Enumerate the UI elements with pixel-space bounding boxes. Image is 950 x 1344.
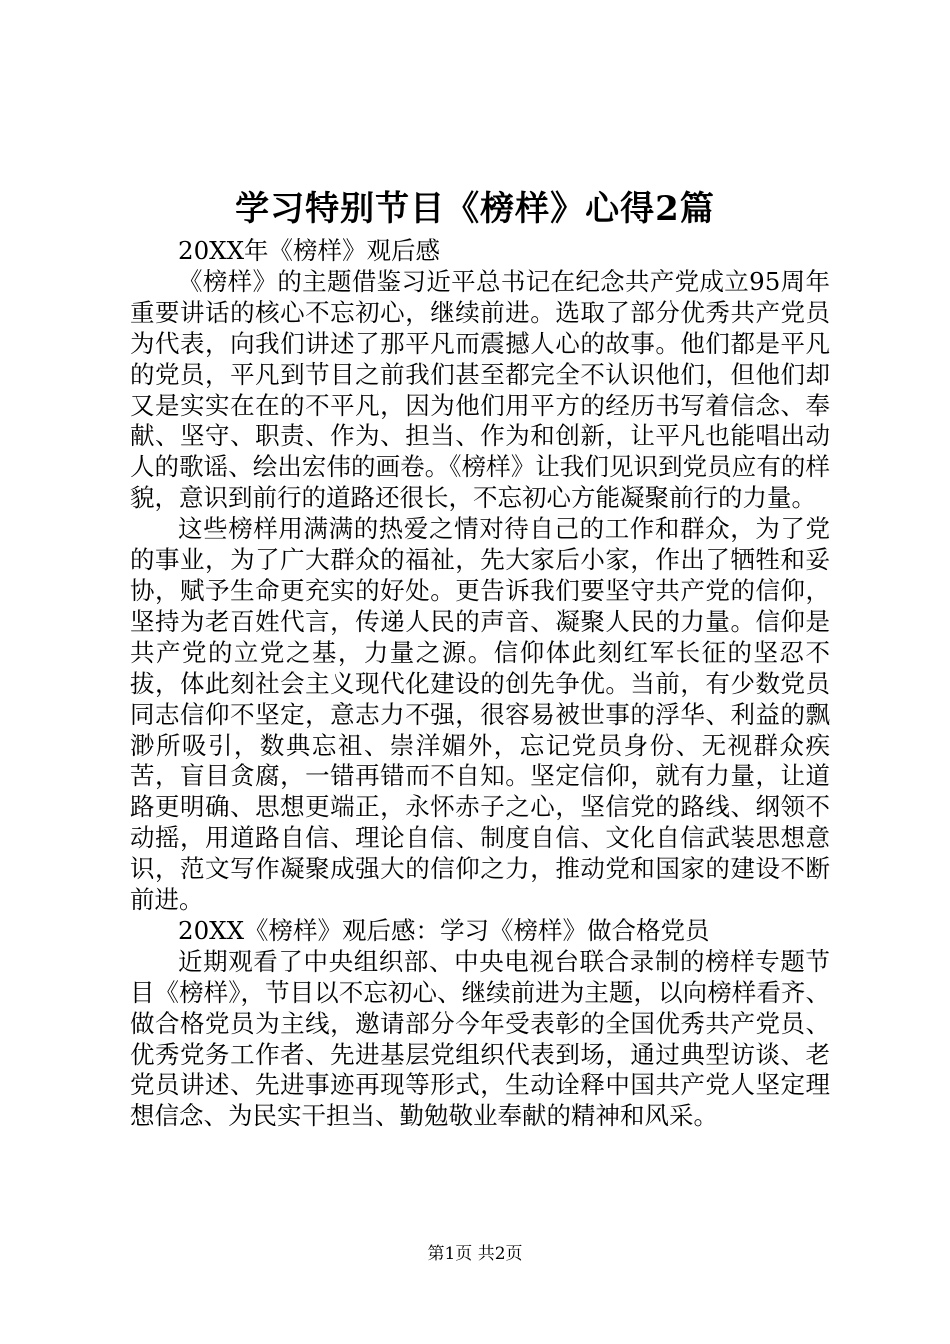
- body-paragraph: 近期观看了中央组织部、中央电视台联合录制的榜样专题节目《榜样》，节目以不忘初心、继续前进为主题，以向榜样看齐、做合格党员为主线，邀请部分今年受表彰的全国优秀共产党员、优秀党务工作者、先进基层党组织代表到场，通过典型访谈、老党员讲述、先进事迹再现等形式，生动诠释中国共产党人坚定理想信念、为民实干担当、勤勉敬业奉献的精神和风采。: [130, 946, 830, 1131]
- section-heading: 20XX年《榜样》观后感: [178, 236, 441, 265]
- body-paragraph: 这些榜样用满满的热爱之情对待自己的工作和群众，为了党的事业，为了广大群众的福祉，先大家后小家，作出了牺牲和妥协，赋予生命更充实的好处。更告诉我们要坚守共产党的信仰，坚持为老百姓代言，传递人民的声音、凝聚人民的力量。信仰是共产党的立党之基，力量之源。信仰体此刻红军长征的坚忍不拔，体此刻社会主义现代化建设的创先争优。当前，有少数党员同志信仰不坚定，意志力不强，很容易被世事的浮华、利益的飘渺所吸引，数典忘祖、崇洋媚外，忘记党员身份、无视群众疾苦，盲目贪腐，一错再错而不自知。坚定信仰，就有力量，让道路更明确、思想更端正，永怀赤子之心，坚信党的路线、纲领不动摇，用道路自信、理论自信、制度自信、文化自信武装思想意识，范文写作凝聚成强大的信仰之力，推动党和国家的建设不断前进。: [130, 514, 830, 915]
- page-number-footer: 第1页 共2页: [427, 1244, 523, 1264]
- document-title: 学习特别节目《榜样》心得2篇: [235, 189, 715, 229]
- body-paragraph: 《榜样》的主题借鉴习近平总书记在纪念共产党成立95周年重要讲话的核心不忘初心，继续前进。选取了部分优秀共产党员为代表，向我们讲述了那平凡而震撼人心的故事。他们都是平凡的党员，平凡到节目之前我们甚至都完全不认识他们，但他们却又是实实在在的不平凡，因为他们用平方的经历书写着信念、奉献、坚守、职责、作为、担当、作为和创新，让平凡也能唱出动人的歌谣、绘出宏伟的画卷。《榜样》让我们见识到党员应有的样貌，意识到前行的道路还很长，不忘初心方能凝聚前行的力量。: [130, 266, 830, 513]
- section-heading: 20XX《榜样》观后感：学习《榜样》做合格党员: [178, 915, 710, 945]
- document-body: [130, 236, 830, 1132]
